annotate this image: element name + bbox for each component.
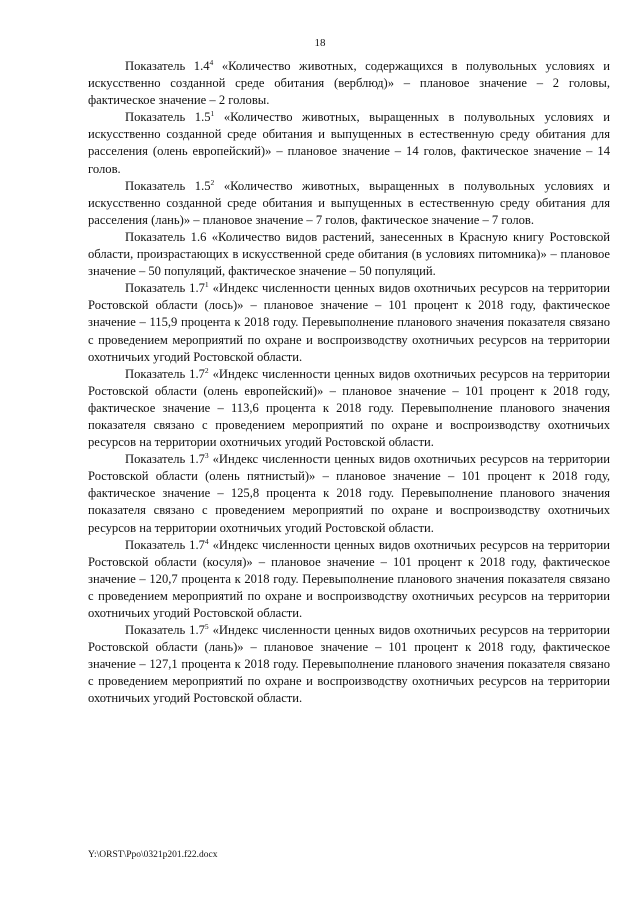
indicator-text: «Индекс численности ценных видов охотничьих ресурсов на территории Ростовской области (олень европейский)» – плановое значение – 101 процент к 2018 году, фактическое значение – 113,6 процента к 2018 году. Перевыполнение планового значения показателя связано с проведением мероприятий по охране и воспроизводству охотничьих ресурсов на территории охотничьих угодий Ростовской области. — [88, 366, 610, 450]
indicator-text: «Количество видов растений, занесенных в Красную книгу Ростовской области, произрастающих в искусственной среде обитания (в условиях питомника)» – плановое значение – 50 популяций, фактическое значение – 50 популяций. — [88, 229, 610, 279]
indicator-paragraph — [88, 229, 610, 280]
indicator-label: Показатель 1.6 — [125, 229, 207, 244]
indicator-label: Показатель 1.5 — [125, 178, 211, 193]
document-body — [88, 58, 610, 708]
indicator-superscript: 2 — [204, 365, 209, 375]
indicator-label: Показатель 1.5 — [125, 110, 211, 125]
indicator-label: Показатель 1.7 — [125, 281, 205, 296]
indicator-text: «Индекс численности ценных видов охотничьих ресурсов на территории Ростовской области (олень пятнистый)» – плановое значение – 101 процент к 2018 году, фактическое значение – 125,8 процента к 2018 году. Перевыполнение планового значения показателя связано с проведением мероприятий по охране и воспроизводству охотничьих ресурсов на территории охотничьих угодий Ростовской области. — [88, 452, 610, 535]
indicator-superscript: 4 — [204, 536, 209, 546]
indicator-label: Показатель 1.7 — [125, 452, 205, 467]
indicator-superscript: 3 — [204, 451, 209, 461]
indicator-text: «Индекс численности ценных видов охотничьих ресурсов на территории Ростовской области (лань)» – плановое значение – 101 процент к 2018 году, фактическое значение – 127,1 процента к 2018 году. Перевыполнение планового значения показателя связано с проведением мероприятий по охране и воспроизводству охотничьих ресурсов на территории охотничьих угодий Ростовской области. — [88, 623, 610, 706]
page-number: 18 — [314, 37, 326, 49]
indicator-paragraph — [88, 622, 610, 707]
indicator-superscript: 5 — [204, 622, 209, 632]
indicator-paragraph — [88, 280, 610, 365]
indicator-label: Показатель 1.7 — [125, 537, 205, 552]
indicator-label: Показатель 1.7 — [125, 366, 205, 381]
indicator-text: «Индекс численности ценных видов охотничьих ресурсов на территории Ростовской области (косуля)» – плановое значение – 101 процент к 2018 году, фактическое значение – 120,7 процента к 2018 году. Перевыполнение планового значения показателя связано с проведением мероприятий по охране и воспроизводству охотничьих ресурсов на территории охотничьих угодий Ростовской области. — [88, 537, 610, 620]
indicator-text: «Индекс численности ценных видов охотничьих ресурсов на территории Ростовской области (лось)» – плановое значение – 101 процент к 2018 году, фактическое значение – 115,9 процента к 2018 году. Перевыполнение планового значения показателя связано с проведением мероприятий по охране и воспроизводству охотничьих ресурсов на территории охотничьих угодий Ростовской области. — [88, 281, 610, 364]
file-path-footer: Y:\ORST\Ppo\0321p201.f22.docx — [88, 850, 218, 860]
indicator-text: «Количество животных, выращенных в полувольных условиях и искусственно созданной среде обитания и выпущенных в естественную среду обитания для расселения (олень европейский)» – плановое значение – 14 голов, фактическое значение – 14 голов. — [88, 110, 610, 176]
indicator-superscript: 2 — [210, 177, 215, 187]
indicator-paragraph — [88, 58, 610, 109]
indicator-label: Показатель 1.7 — [125, 623, 205, 638]
indicator-paragraph — [88, 109, 610, 177]
indicator-text: «Количество животных, содержащихся в полувольных условиях и искусственно созданной среде обитания (верблюд)» – плановое значение – 2 головы, фактическое значение – 2 головы. — [88, 59, 611, 108]
indicator-superscript: 1 — [204, 280, 209, 290]
indicator-label: Показатель 1.4 — [125, 59, 210, 73]
indicator-superscript: 4 — [209, 58, 214, 67]
indicator-superscript: 1 — [210, 109, 215, 119]
indicator-text: «Количество животных, выращенных в полувольных условиях и искусственно созданной среде обитания и выпущенных в естественную среду обитания для расселения (лань)» – плановое значение – 7 голов, фактическое значение – 7 голов. — [88, 178, 610, 227]
indicator-paragraph — [88, 451, 610, 536]
indicator-paragraph — [88, 366, 610, 451]
indicator-paragraph — [88, 537, 610, 622]
indicator-paragraph — [88, 178, 610, 229]
